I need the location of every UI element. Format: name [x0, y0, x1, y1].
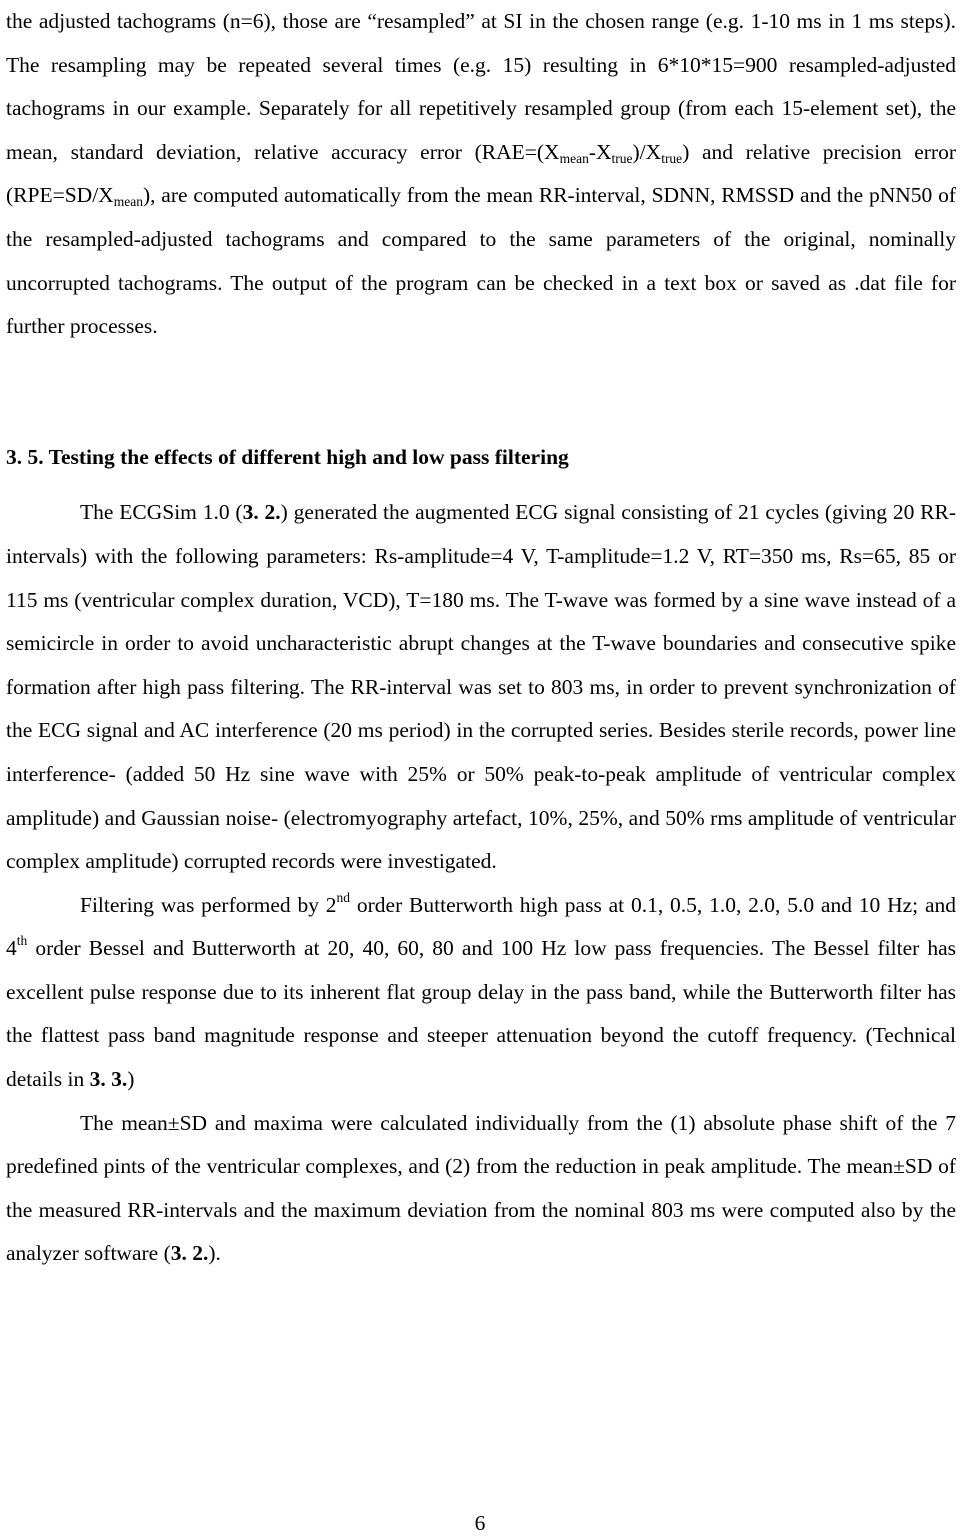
section-reference: 3. 3. — [89, 1067, 128, 1092]
paragraph-ecgsim — [6, 491, 956, 883]
subscript-mean: mean — [559, 150, 589, 166]
subscript-true: true — [611, 150, 633, 166]
subscript-true: true — [661, 150, 683, 166]
text-run: ) — [127, 1067, 135, 1092]
text-run: The ECGSim 1.0 ( — [80, 500, 243, 525]
superscript-nd: nd — [336, 889, 351, 905]
section-reference: 3. 2. — [242, 500, 281, 525]
text-run: ) generated the augmented ECG signal consisting of 21 cycles (giving 20 RR-intervals) with the following parameters: Rs-amplitude=4 V, T-amplitude=1.2 V, RT=350 ms, Rs=65, 85 or 115 ms (ventricular complex duration, VCD), T=180 ms. The T-wave was formed by a sine wave instead of a semicircle in order to avoid uncharacteristic abrupt changes at the T-wave boundaries and consecutive spike formation after high pass filtering. The RR-interval was set to 803 ms, in order to prevent synchronization of the ECG signal and AC interference (20 ms period) in the corrupted series. Besides sterile records, power line interference- (added 50 Hz sine wave with 25% or 50% peak-to-peak amplitude of ventricular complex amplitude) and Gaussian noise- (electromyography artefact, 10%, 25%, and 50% rms amplitude of ventricular complex amplitude) corrupted records were investigated. — [6, 500, 956, 874]
text-run: Filtering was performed by 2 — [80, 892, 337, 917]
superscript-th: th — [16, 933, 28, 949]
paragraph-resampling — [6, 0, 956, 349]
heading-gap — [6, 479, 956, 491]
text-run: ). — [208, 1241, 221, 1266]
text-run: ), are computed automatically from the mean RR-interval, SDNN, RMSSD and the pNN50 of the resampled-adjusted tachograms and compared to the same parameters of the original, nominally uncorrupted tachograms. The output of the program can be checked in a text box or saved as .dat file for further processes. — [6, 183, 956, 339]
subscript-mean: mean — [113, 194, 143, 210]
section-reference: 3. 2. — [170, 1241, 209, 1266]
text-run: order Butterworth high pass at 0.1, 0.5, 1.0, 2.0, 5.0 and 10 Hz; and 4 — [6, 892, 957, 961]
text-run: )/X — [632, 139, 662, 164]
text-run: ) and relative precision error (RPE=SD/X — [6, 139, 956, 208]
section-heading: 3. 5. Testing the effects of different high and low pass filtering — [6, 444, 569, 469]
section-spacer — [6, 349, 956, 436]
text-run: -X — [588, 139, 612, 164]
text-run: the adjusted tachograms (n=6), those are “resampled” at SI in the chosen range (e.g. 1-10 ms in 1 ms steps). The resampling may be repeated several times (e.g. 15) resulting in 6*10*15=900 resampled-adjusted tachograms in our example. Separately for all repetitively resampled group (from each 15-element set), the mean, standard deviation, relative accuracy error (RAE=(X — [6, 9, 956, 164]
page-number: 6 — [474, 1511, 486, 1535]
page-body — [6, 0, 956, 1276]
text-run: The mean±SD and maxima were calculated individually from the (1) absolute phase shift of the 7 predefined pints of the ventricular complexes, and (2) from the reduction in peak amplitude. The mean±SD of the measured RR-intervals and the maximum deviation from the nominal 803 ms were computed also by the analyzer software ( — [6, 1110, 956, 1266]
text-run: order Bessel and Butterworth at 20, 40, 60, 80 and 100 Hz low pass frequencies. The Bessel filter has excellent pulse response due to its inherent flat group delay in the pass band, while the Butterworth filter has the flattest pass band magnitude response and steeper attenuation beyond the cutoff frequency. (Technical details in — [6, 936, 956, 1092]
paragraph-mean-sd — [6, 1102, 956, 1276]
paragraph-filtering — [6, 884, 956, 1102]
